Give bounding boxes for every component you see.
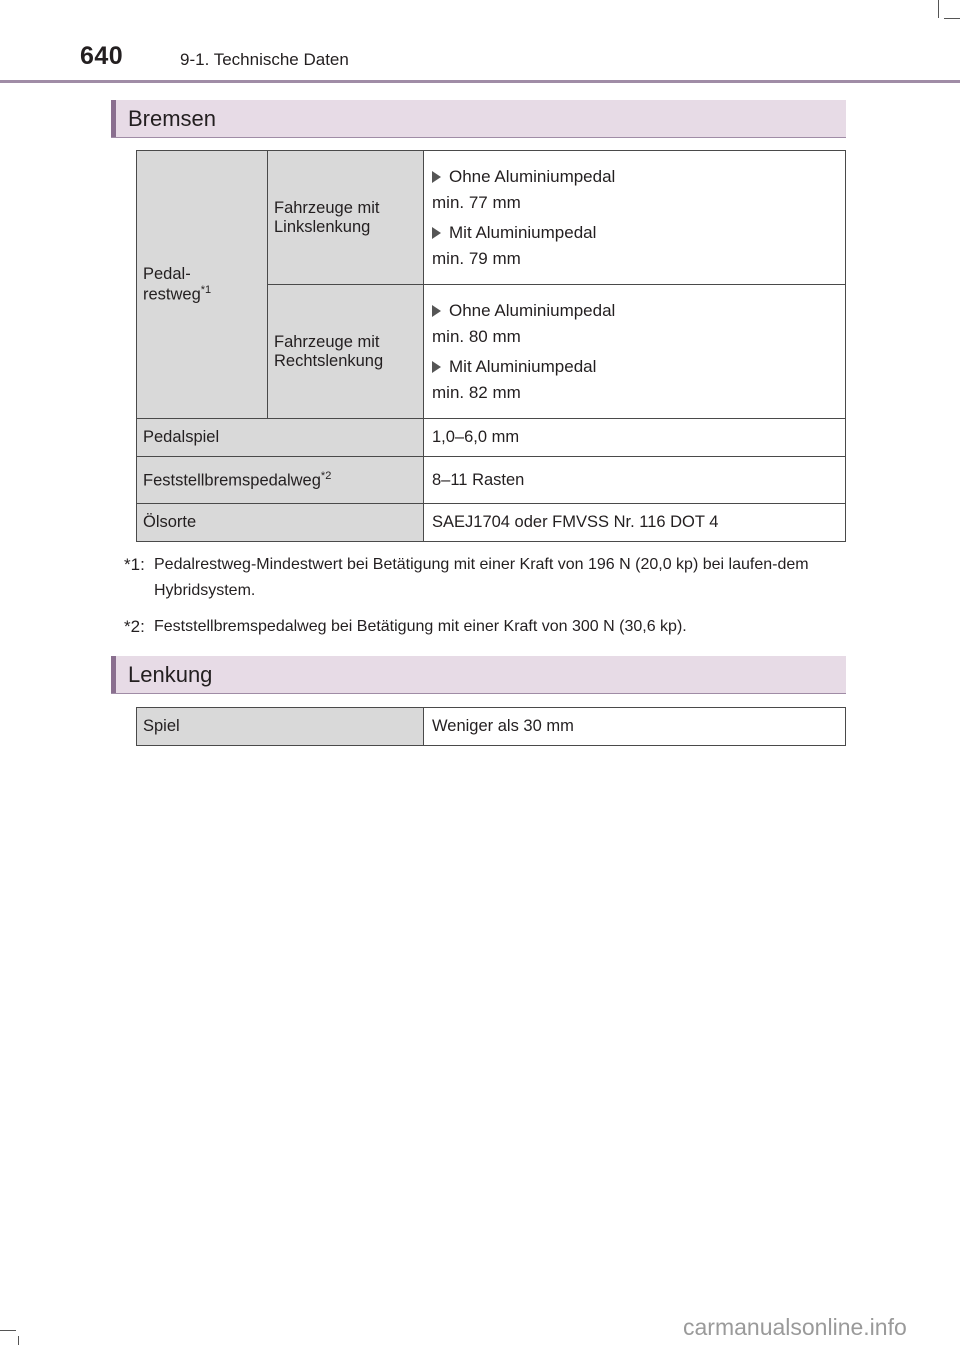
table-row-label: Spiel bbox=[137, 708, 424, 746]
table-row-label: Pedalspiel bbox=[137, 419, 424, 457]
footnote-1 bbox=[124, 552, 834, 604]
lhd-cell bbox=[268, 151, 424, 285]
table-row-value: 1,0–6,0 mm bbox=[424, 419, 846, 457]
lhd-values bbox=[424, 151, 846, 285]
option-value: min. 80 mm bbox=[432, 326, 521, 346]
pedal-reserve-cell bbox=[137, 151, 268, 419]
lhd-label: Fahrzeuge mit Linkslenkung bbox=[274, 198, 380, 236]
crop-mark bbox=[18, 1336, 19, 1345]
section-accent bbox=[111, 656, 116, 693]
header-rule bbox=[0, 80, 960, 83]
footnote-marker: *2: bbox=[124, 617, 145, 636]
table-row-value: Weniger als 30 mm bbox=[424, 708, 846, 746]
triangle-bullet-icon bbox=[432, 305, 441, 317]
rhd-label: Fahrzeuge mit Rechtslenkung bbox=[274, 332, 384, 370]
rhd-cell bbox=[268, 285, 424, 419]
watermark: carmanualsonline.info bbox=[683, 1314, 907, 1340]
option-line bbox=[432, 299, 837, 324]
triangle-bullet-icon bbox=[432, 171, 441, 183]
footnote-text: Pedalrestweg-Mindestwert bei Betätigung mit einer Kraft von 196 N (20,0 kp) bei laufen-dem Hybridsystem. bbox=[154, 556, 809, 599]
footnote-marker: *1: bbox=[124, 555, 145, 574]
pedal-reserve-label: Pedal- restweg bbox=[143, 264, 201, 304]
option-value: min. 77 mm bbox=[432, 192, 521, 212]
option-value: min. 79 mm bbox=[432, 248, 521, 268]
option-value: min. 82 mm bbox=[432, 382, 521, 402]
section-header-brakes bbox=[111, 100, 846, 138]
option-label: Mit Aluminiumpedal bbox=[449, 223, 597, 242]
option-line bbox=[432, 221, 837, 246]
table-row-value: 8–11 Rasten bbox=[424, 457, 846, 504]
table-row-label: Ölsorte bbox=[137, 504, 424, 542]
section-title: Bremsen bbox=[128, 106, 217, 131]
footnote-marker: *2 bbox=[320, 469, 332, 482]
rhd-values bbox=[424, 285, 846, 419]
section-accent bbox=[111, 100, 116, 137]
steering-table bbox=[136, 707, 846, 746]
triangle-bullet-icon bbox=[432, 227, 441, 239]
section-title: Lenkung bbox=[128, 662, 213, 687]
option-label: Ohne Aluminiumpedal bbox=[449, 301, 616, 320]
page-number: 640 bbox=[80, 42, 124, 70]
option-label: Ohne Aluminiumpedal bbox=[449, 167, 616, 186]
table-row-value: SAEJ1704 oder FMVSS Nr. 116 DOT 4 bbox=[424, 504, 846, 542]
option-line bbox=[432, 165, 837, 190]
footnote-text: Feststellbremspedalweg bei Betätigung mit einer Kraft von 300 N (30,6 kp). bbox=[154, 618, 687, 635]
crop-mark bbox=[0, 1330, 16, 1331]
brakes-table bbox=[136, 150, 846, 542]
option-label: Mit Aluminiumpedal bbox=[449, 357, 597, 376]
table-row-label: Feststellbremspedalweg$^{*2}$ bbox=[137, 457, 424, 504]
footnote-2 bbox=[124, 614, 834, 641]
section-header-steering bbox=[111, 656, 846, 694]
option-line bbox=[432, 355, 837, 380]
footnote-marker: *1 bbox=[200, 283, 212, 296]
triangle-bullet-icon bbox=[432, 361, 441, 373]
chapter-title: 9-1. Technische Daten bbox=[180, 50, 349, 69]
page-header bbox=[0, 0, 960, 84]
